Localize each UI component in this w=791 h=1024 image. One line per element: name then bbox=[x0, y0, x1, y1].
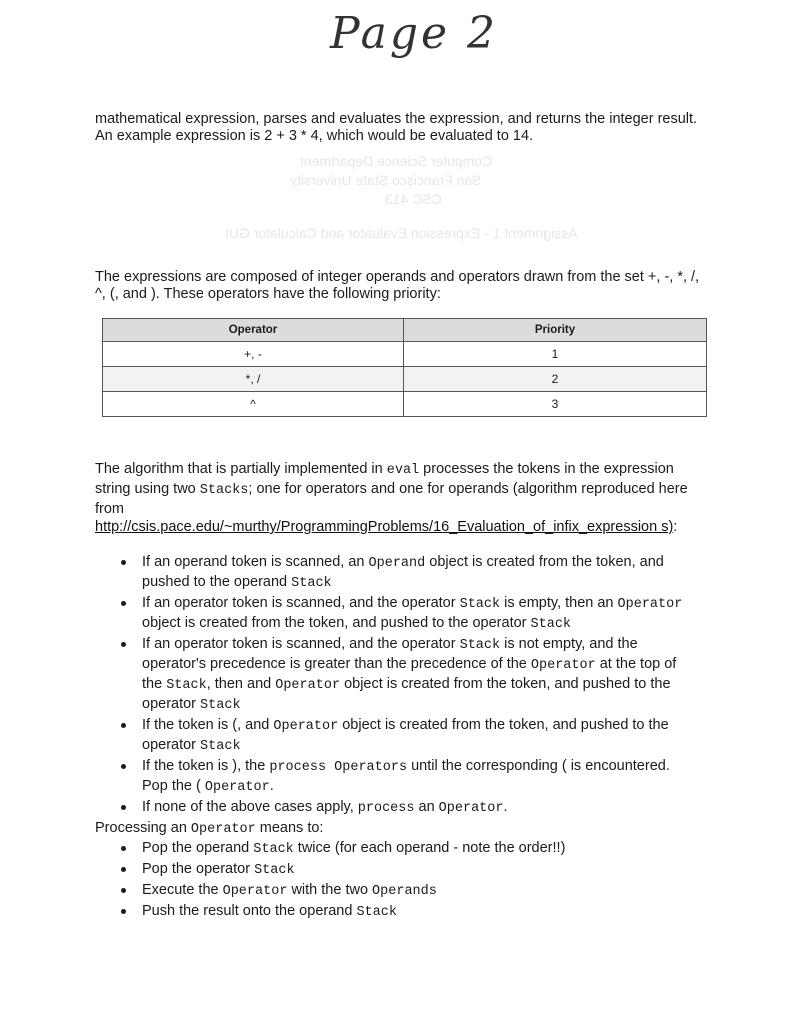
algorithm-text: The algorithm that is partially implemented in bbox=[95, 461, 387, 477]
rule-text: If none of the above cases apply, bbox=[142, 799, 358, 815]
rule-text: If the token is (, and bbox=[142, 717, 274, 733]
algorithm-rules-list bbox=[118, 553, 698, 819]
bleed-through-line: Computer Science Department bbox=[300, 153, 493, 169]
code-term: process Operators bbox=[269, 760, 408, 775]
rule-text: at the top of the bbox=[142, 656, 677, 692]
processing-steps-list bbox=[118, 839, 698, 923]
code-term: process bbox=[357, 801, 415, 816]
algorithm-text: processes the tokens in the expression string using two bbox=[95, 461, 674, 497]
code-term: Stack bbox=[291, 576, 332, 591]
list-item bbox=[118, 839, 698, 859]
code-term: Stack bbox=[530, 617, 572, 632]
bleed-through-line: San Francisco State University bbox=[290, 172, 482, 188]
bleed-through-line: Assignment 1 - Expression Evaluator and Calculator GUI bbox=[225, 225, 578, 241]
handwritten-page-label: Page 2 bbox=[330, 8, 499, 59]
code-term: Stack bbox=[166, 678, 207, 693]
rule-text: If the token is ), the bbox=[142, 758, 270, 774]
code-term: Operator bbox=[617, 597, 683, 612]
step-text: with the two bbox=[287, 882, 373, 898]
step-text: Pop the operator bbox=[142, 861, 255, 877]
priority-cell: 2 bbox=[404, 367, 707, 392]
code-term: Stack bbox=[200, 739, 241, 754]
rule-text: object is created from the token, and pushed to the operator bbox=[142, 676, 671, 712]
list-item bbox=[118, 594, 698, 634]
rule-text: . bbox=[269, 778, 274, 794]
rule-text: , then and bbox=[206, 676, 276, 692]
step-text: Push the result onto the operand bbox=[142, 903, 357, 919]
code-term: Stack bbox=[254, 863, 295, 878]
bleed-through-line: CSC 413 bbox=[385, 191, 442, 207]
list-item bbox=[118, 553, 698, 593]
code-term: Operator bbox=[204, 780, 270, 795]
algorithm-text: ; one for operators and one for operands (algorithm reproduced here from bbox=[95, 481, 688, 517]
rule-text: If an operator token is scanned, and the operator bbox=[142, 636, 460, 652]
list-item bbox=[118, 798, 698, 818]
code-term: Operator bbox=[438, 801, 504, 816]
table-header-row bbox=[103, 319, 707, 342]
code-eval: eval bbox=[386, 463, 420, 478]
operator-cell: *, / bbox=[103, 367, 404, 392]
rule-text: If an operator token is scanned, and the operator bbox=[142, 595, 460, 611]
code-term: Operator bbox=[530, 658, 596, 673]
code-term: Operator bbox=[190, 822, 256, 837]
rule-text: is empty, then an bbox=[500, 595, 618, 611]
step-text: twice (for each operand - note the order!!) bbox=[293, 840, 566, 856]
rule-text: object is created from the token, and pushed to the operand bbox=[142, 554, 664, 590]
rule-text: an bbox=[414, 799, 439, 815]
source-url-link[interactable]: http://csis.pace.edu/~murthy/ProgrammingProblems/16_Evaluation_of_infix_expression s) bbox=[95, 519, 674, 535]
priority-table bbox=[102, 318, 707, 417]
list-item bbox=[118, 635, 698, 715]
operators-paragraph: The expressions are composed of integer operands and operators drawn from the set +, -, *, /, ^, (, and ). These operators have the following priority: bbox=[95, 269, 700, 302]
code-term: Stack bbox=[253, 842, 294, 857]
list-item bbox=[118, 716, 698, 756]
list-item bbox=[118, 902, 698, 922]
processing-paragraph bbox=[95, 820, 705, 838]
code-term: Stack bbox=[459, 638, 501, 653]
intro-paragraph: mathematical expression, parses and evaluates the expression, and returns the integer result. An example expression is 2 + 3 * 4, which would be evaluated to 14. bbox=[95, 111, 698, 144]
code-stacks: Stacks bbox=[199, 483, 249, 498]
colon: : bbox=[673, 519, 678, 535]
priority-cell: 3 bbox=[404, 392, 707, 417]
code-term: Operator bbox=[275, 678, 341, 693]
algorithm-paragraph bbox=[95, 460, 705, 536]
rule-text: until the corresponding ( is encountered. Pop the ( bbox=[142, 758, 670, 794]
priority-cell: 1 bbox=[404, 342, 707, 367]
processing-text: Processing an bbox=[95, 820, 191, 836]
code-term: Stack bbox=[459, 597, 501, 612]
processing-text: means to: bbox=[255, 820, 324, 836]
header-priority: Priority bbox=[404, 319, 707, 342]
step-text: Pop the operand bbox=[142, 840, 254, 856]
table-row bbox=[103, 367, 707, 392]
rule-text: . bbox=[503, 799, 508, 815]
code-term: Operator bbox=[273, 719, 339, 734]
rule-text: object is created from the token, and pushed to the operator bbox=[142, 615, 531, 631]
rule-text: object is created from the token, and pushed to the operator bbox=[142, 717, 669, 753]
header-operator: Operator bbox=[103, 319, 404, 342]
rule-text: If an operand token is scanned, an bbox=[142, 554, 369, 570]
code-term: Operand bbox=[368, 556, 426, 571]
code-term: Stack bbox=[356, 905, 397, 920]
rule-text: is not empty, and the operator's precedence is greater than the precedence of the bbox=[142, 636, 638, 672]
code-term: Operands bbox=[372, 884, 437, 899]
table-row bbox=[103, 342, 707, 367]
list-item bbox=[118, 881, 698, 901]
list-item bbox=[118, 757, 698, 797]
code-term: Stack bbox=[200, 698, 241, 713]
code-term: Operator bbox=[222, 884, 288, 899]
operator-cell: ^ bbox=[103, 392, 404, 417]
list-item bbox=[118, 860, 698, 880]
table-row bbox=[103, 392, 707, 417]
operator-cell: +, - bbox=[103, 342, 404, 367]
step-text: Execute the bbox=[142, 882, 223, 898]
